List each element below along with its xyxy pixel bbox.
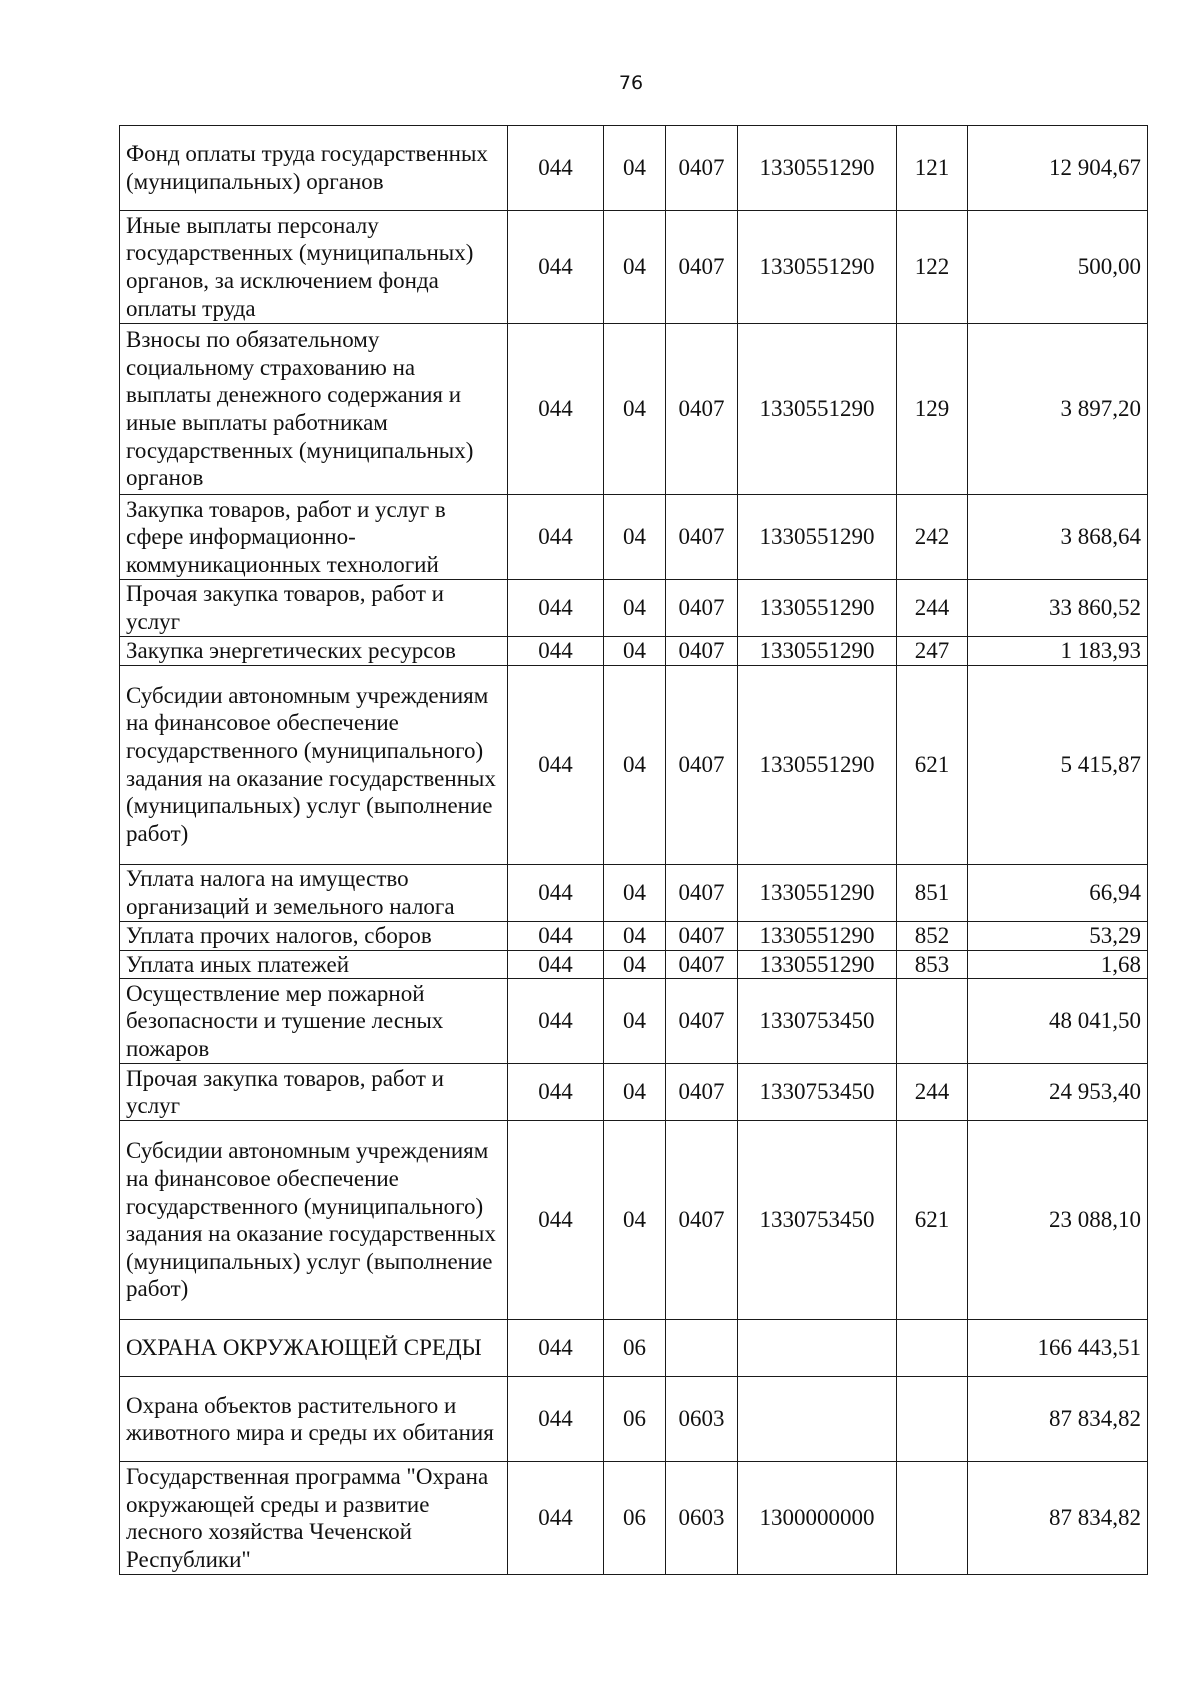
admin-code: 044: [508, 324, 604, 495]
table-row: [120, 665, 1148, 864]
admin-code: 044: [508, 864, 604, 921]
expense-type: 852: [897, 921, 968, 950]
row-name: Осуществление мер пожарной безопасности и тушение лесных пожаров: [120, 979, 508, 1064]
expense-type: [897, 1320, 968, 1377]
expense-type: 853: [897, 950, 968, 979]
subsection-code: 0407: [666, 495, 738, 580]
amount: 3 868,64: [968, 495, 1148, 580]
table-row: [120, 324, 1148, 495]
amount: 87 834,82: [968, 1462, 1148, 1575]
amount: 1 183,93: [968, 637, 1148, 666]
table-row: [120, 580, 1148, 637]
admin-code: 044: [508, 979, 604, 1064]
subsection-code: 0407: [666, 1064, 738, 1121]
target-article: [738, 1377, 897, 1462]
subsection-code: 0407: [666, 921, 738, 950]
admin-code: 044: [508, 1462, 604, 1575]
row-name: Фонд оплаты труда государственных (муниципальных) органов: [120, 126, 508, 211]
admin-code: 044: [508, 1064, 604, 1121]
target-article: 1330551290: [738, 126, 897, 211]
section-code: 04: [604, 950, 666, 979]
row-name: Субсидии автономным учреждениям на финансовое обеспечение государственного (муниципального) задания на оказание государственных (муниципальных) услуг (выполнение работ): [120, 1121, 508, 1320]
section-code: 04: [604, 864, 666, 921]
section-code: 04: [604, 211, 666, 324]
row-name: Закупка товаров, работ и услуг в сфере информационно-коммуникационных технологий: [120, 495, 508, 580]
subsection-code: 0407: [666, 979, 738, 1064]
subsection-code: 0407: [666, 126, 738, 211]
amount: 33 860,52: [968, 580, 1148, 637]
amount: 66,94: [968, 864, 1148, 921]
table-row: [120, 921, 1148, 950]
table-row: [120, 1377, 1148, 1462]
target-article: 1330551290: [738, 921, 897, 950]
subsection-code: 0603: [666, 1377, 738, 1462]
subsection-code: 0407: [666, 950, 738, 979]
row-name: Прочая закупка товаров, работ и услуг: [120, 1064, 508, 1121]
row-name: Прочая закупка товаров, работ и услуг: [120, 580, 508, 637]
admin-code: 044: [508, 211, 604, 324]
target-article: 1330551290: [738, 864, 897, 921]
amount: 3 897,20: [968, 324, 1148, 495]
admin-code: 044: [508, 126, 604, 211]
subsection-code: [666, 1320, 738, 1377]
subsection-code: 0603: [666, 1462, 738, 1575]
expense-type: 244: [897, 1064, 968, 1121]
target-article: [738, 1320, 897, 1377]
table-row: [120, 211, 1148, 324]
section-code: 04: [604, 580, 666, 637]
section-code: 06: [604, 1377, 666, 1462]
table-row: [120, 126, 1148, 211]
row-name: Взносы по обязательному социальному страхованию на выплаты денежного содержания и иные выплаты работникам государственных (муниципальных) органов: [120, 324, 508, 495]
table-row: [120, 950, 1148, 979]
amount: 48 041,50: [968, 979, 1148, 1064]
row-name: Охрана объектов растительного и животного мира и среды их обитания: [120, 1377, 508, 1462]
expense-type: [897, 979, 968, 1064]
page-number: 76: [618, 72, 644, 94]
expense-type: 244: [897, 580, 968, 637]
table-row: [120, 495, 1148, 580]
admin-code: 044: [508, 1121, 604, 1320]
target-article: 1330551290: [738, 211, 897, 324]
admin-code: 044: [508, 921, 604, 950]
subsection-code: 0407: [666, 324, 738, 495]
admin-code: 044: [508, 1377, 604, 1462]
expense-type: 122: [897, 211, 968, 324]
subsection-code: 0407: [666, 864, 738, 921]
admin-code: 044: [508, 950, 604, 979]
target-article: 1330551290: [738, 665, 897, 864]
amount: 1,68: [968, 950, 1148, 979]
admin-code: 044: [508, 580, 604, 637]
amount: 23 088,10: [968, 1121, 1148, 1320]
target-article: 1330551290: [738, 950, 897, 979]
amount: 12 904,67: [968, 126, 1148, 211]
table-row: [120, 1064, 1148, 1121]
target-article: 1330551290: [738, 580, 897, 637]
target-article: 1330753450: [738, 979, 897, 1064]
table-row: [120, 1462, 1148, 1575]
subsection-code: 0407: [666, 1121, 738, 1320]
section-code: 04: [604, 324, 666, 495]
section-code: 04: [604, 979, 666, 1064]
table-row: [120, 1320, 1148, 1377]
subsection-code: 0407: [666, 211, 738, 324]
amount: 24 953,40: [968, 1064, 1148, 1121]
expense-type: 621: [897, 665, 968, 864]
expense-type: 242: [897, 495, 968, 580]
admin-code: 044: [508, 495, 604, 580]
expense-type: 247: [897, 637, 968, 666]
amount: 5 415,87: [968, 665, 1148, 864]
expense-type: 121: [897, 126, 968, 211]
target-article: 1300000000: [738, 1462, 897, 1575]
amount: 500,00: [968, 211, 1148, 324]
row-name: Субсидии автономным учреждениям на финансовое обеспечение государственного (муниципального) задания на оказание государственных (муниципальных) услуг (выполнение работ): [120, 665, 508, 864]
section-code: 04: [604, 126, 666, 211]
row-name: Уплата прочих налогов, сборов: [120, 921, 508, 950]
target-article: 1330753450: [738, 1064, 897, 1121]
subsection-code: 0407: [666, 637, 738, 666]
section-code: 04: [604, 1121, 666, 1320]
target-article: 1330753450: [738, 1121, 897, 1320]
budget-table: [119, 125, 1148, 1575]
amount: 87 834,82: [968, 1377, 1148, 1462]
section-code: 06: [604, 1320, 666, 1377]
section-code: 04: [604, 665, 666, 864]
admin-code: 044: [508, 665, 604, 864]
row-name: ОХРАНА ОКРУЖАЮЩЕЙ СРЕДЫ: [120, 1320, 508, 1377]
expense-type: [897, 1377, 968, 1462]
amount: 53,29: [968, 921, 1148, 950]
target-article: 1330551290: [738, 324, 897, 495]
section-code: 04: [604, 1064, 666, 1121]
subsection-code: 0407: [666, 665, 738, 864]
section-code: 06: [604, 1462, 666, 1575]
amount: 166 443,51: [968, 1320, 1148, 1377]
row-name: Закупка энергетических ресурсов: [120, 637, 508, 666]
expense-type: [897, 1462, 968, 1575]
admin-code: 044: [508, 1320, 604, 1377]
table-row: [120, 979, 1148, 1064]
expense-type: 621: [897, 1121, 968, 1320]
row-name: Государственная программа "Охрана окружающей среды и развитие лесного хозяйства Чеченской Республики": [120, 1462, 508, 1575]
row-name: Уплата иных платежей: [120, 950, 508, 979]
expense-type: 851: [897, 864, 968, 921]
expense-type: 129: [897, 324, 968, 495]
row-name: Иные выплаты персоналу государственных (муниципальных) органов, за исключением фонда оплаты труда: [120, 211, 508, 324]
section-code: 04: [604, 637, 666, 666]
table-row: [120, 1121, 1148, 1320]
section-code: 04: [604, 495, 666, 580]
subsection-code: 0407: [666, 580, 738, 637]
target-article: 1330551290: [738, 637, 897, 666]
table-row: [120, 864, 1148, 921]
target-article: 1330551290: [738, 495, 897, 580]
row-name: Уплата налога на имущество организаций и земельного налога: [120, 864, 508, 921]
table-row: [120, 637, 1148, 666]
admin-code: 044: [508, 637, 604, 666]
budget-table-body: [120, 126, 1148, 1575]
section-code: 04: [604, 921, 666, 950]
